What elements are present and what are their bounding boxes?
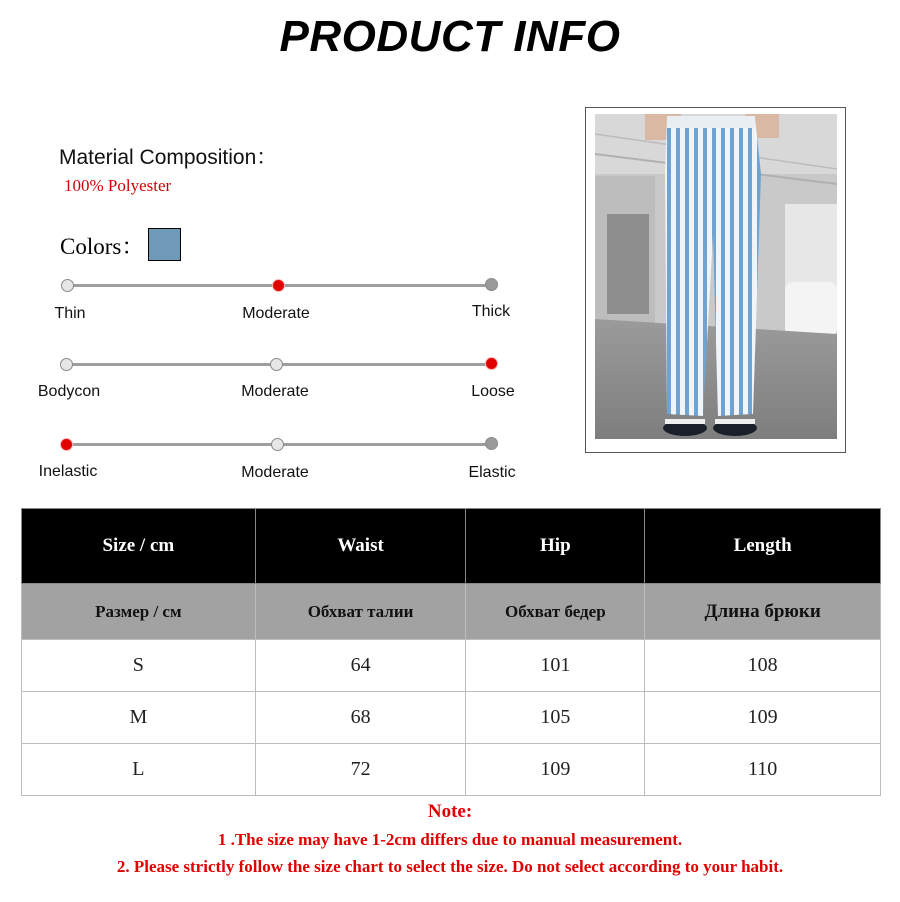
- scale-label-bodycon: Bodycon: [37, 383, 101, 400]
- scale-label-elastic: Elastic: [468, 464, 516, 481]
- header-length: Length: [645, 509, 881, 584]
- page-title: PRODUCT INFO: [279, 12, 621, 61]
- cell-size: L: [22, 744, 256, 796]
- header-length-ru: Длина брюки: [645, 584, 881, 640]
- note-title: Note:: [427, 801, 473, 822]
- cell-hip: 105: [466, 692, 645, 744]
- cell-size: S: [22, 640, 256, 692]
- scale-label-moderate: Moderate: [241, 464, 309, 481]
- colors-row: [60, 228, 181, 261]
- cell-length: 109: [645, 692, 881, 744]
- table-row: [22, 692, 881, 744]
- size-table: [21, 508, 881, 796]
- header-waist: Waist: [255, 509, 466, 584]
- elasticity-scale: [30, 436, 540, 496]
- cell-waist: 68: [255, 692, 466, 744]
- cell-waist: 72: [255, 744, 466, 796]
- cell-hip: 101: [466, 640, 645, 692]
- scale-label-moderate: Moderate: [241, 383, 309, 400]
- striped-pants-illustration: [595, 114, 837, 439]
- table-header-row: [22, 509, 881, 584]
- note-line-2: 2. Please strictly follow the size chart to select the size. Do not select according to your habit.: [116, 857, 784, 876]
- table-row: [22, 744, 881, 796]
- scale-label-thick: Thick: [471, 303, 511, 320]
- cell-size: M: [22, 692, 256, 744]
- scale-label-loose: Loose: [471, 383, 515, 400]
- cell-length: 110: [645, 744, 881, 796]
- header-waist-ru: Обхват талии: [255, 584, 466, 640]
- scale-dot-inelastic[interactable]: [60, 438, 73, 451]
- scale-dot-bodycon[interactable]: [60, 358, 73, 371]
- scale-dot-loose[interactable]: [485, 357, 498, 370]
- table-row: [22, 640, 881, 692]
- thickness-scale: [30, 276, 540, 336]
- header-hip-ru: Обхват бедер: [466, 584, 645, 640]
- scale-dot-elastic[interactable]: [485, 437, 498, 450]
- table-header-row-ru: [22, 584, 881, 640]
- scale-dot-moderate[interactable]: [271, 438, 284, 451]
- material-value: 100% Polyester: [64, 176, 172, 195]
- scale-label-inelastic: Inelastic: [38, 463, 98, 480]
- scale-dot-thin[interactable]: [61, 279, 74, 292]
- scale-label-moderate: Moderate: [242, 305, 310, 322]
- color-swatch[interactable]: [148, 228, 181, 261]
- scale-dot-moderate[interactable]: [272, 279, 285, 292]
- scale-label-thin: Thin: [54, 305, 86, 322]
- cell-waist: 64: [255, 640, 466, 692]
- fit-scale: [30, 356, 540, 416]
- product-photo-frame: [585, 107, 846, 453]
- colors-label: Colors：: [60, 234, 145, 259]
- product-photo: [595, 114, 837, 439]
- header-size: Size / cm: [22, 509, 256, 584]
- material-label: Material Composition：: [59, 146, 278, 169]
- cell-length: 108: [645, 640, 881, 692]
- header-hip: Hip: [466, 509, 645, 584]
- note-line-1: 1 .The size may have 1-2cm differs due to manual measurement.: [217, 830, 683, 849]
- scale-dot-thick[interactable]: [485, 278, 498, 291]
- header-size-ru: Размер / см: [22, 584, 256, 640]
- cell-hip: 109: [466, 744, 645, 796]
- scale-dot-moderate[interactable]: [270, 358, 283, 371]
